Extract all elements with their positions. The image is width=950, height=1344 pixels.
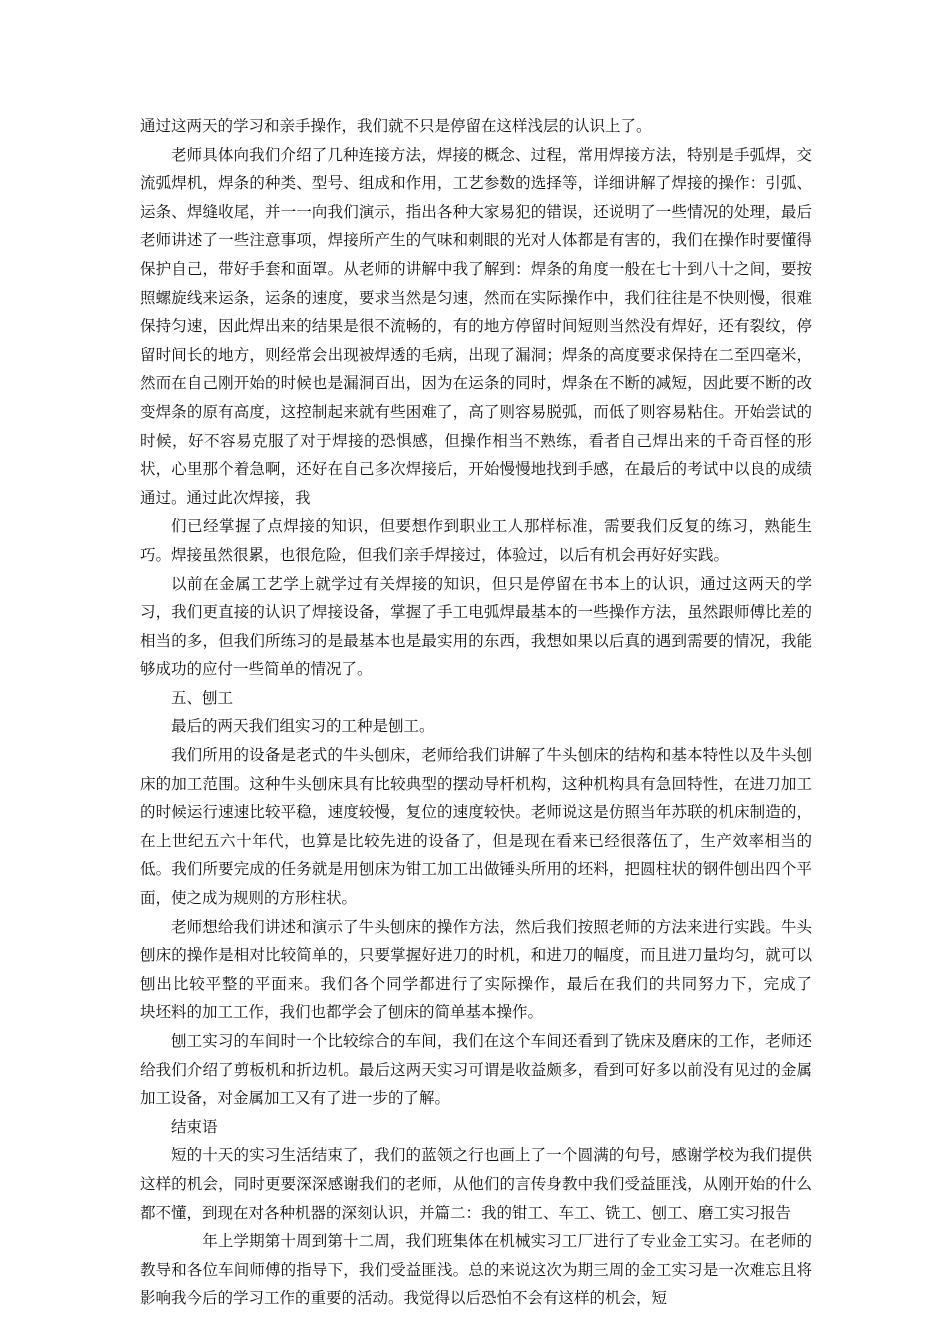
section-heading-planing: 五、刨工 xyxy=(171,688,234,707)
paragraph-10: 年上学期第十周到第十二周，我们班集体在机械实习工厂进行了专业金工实习。在老师的教导和各位车间师傅的指导下，我们受益匪浅。总的来说这次为期三周的金工实习是一次难忘且将影响我今后的学习工作的重要的活动。我觉得以后恐怕不会有这样的机会，短 xyxy=(140,1232,812,1308)
paragraph-4: 以前在金属工艺学上就学过有关焊接的知识，但只是停留在书本上的认识，通过这两天的学习，我们更直接的认识了焊接设备，掌握了手工电弧焊最基本的一些操作方法，虽然跟师傅比差的相当的多，但我们所练习的是最基本也是最实用的东西，我想如果以后真的遇到需要的情况，我能够成功的应付一些简单的情况了。 xyxy=(140,574,812,679)
paragraph-7: 老师想给我们讲述和演示了牛头刨床的操作方法，然后我们按照老师的方法来进行实践。牛头刨床的操作是相对比较简单的，只要掌握好进刀的时机，和进刀的幅度，而且进刀量均匀，就可以刨出比较平整的平面来。我们各个同学都进行了实际操作，最后在我们的共同努力下，完成了 块坯料的加工工作，我们也都学会了刨床的简单基本操作。 xyxy=(140,917,844,1022)
paragraph-1: 通过这两天的学习和亲手操作，我们就不只是停留在这样浅层的认识上了。 xyxy=(140,117,652,135)
paragraph-9: 短的十天的实习生活结束了，我们的蓝领之行也画上了一个圆满的句号，感谢学校为我们提供这样的机会，同时更要深深感谢我们的老师，从他们的言传身教中我们受益匪浅，从刚开始的什么都不懂，到现在对各种机器的深刻认识，并篇二：我的钳工、车工、铣工、刨工、磨工实习报告 xyxy=(140,1146,812,1222)
paragraph-3: 们已经掌握了点焊接的知识，但要想作到职业工人那样标准，需要我们反复的练习，熟能生巧。焊接虽然很累，也很危险，但我们亲手焊接过，体验过，以后有机会再好好实践。 xyxy=(140,517,812,564)
document-body xyxy=(140,112,844,1313)
paragraph-6: 我们所用的设备是老式的牛头刨床，老师给我们讲解了牛头刨床的结构和基本特性以及牛头刨床的加工范围。这种牛头刨床具有比较典型的摆动导杆机构，这种机构具有急回特性，在进刀加工的时候运行速速比较平稳，速度较慢，复位的速度较快。老师说这是仿照当年苏联的机床制造的，在上世纪五六十年代，也算是比较先进的设备了，但是现在看来已经很落伍了，生产效率相当的低。我们所要完成的任务就是用刨床为钳工加工出做锤头所用的坯料，把圆柱状的钢件刨出四个平面，使之成为规则的方形柱状。 xyxy=(140,746,812,908)
paragraph-5: 最后的两天我们组实习的工种是刨工。 xyxy=(171,717,435,736)
paragraph-8: 刨工实习的车间时一个比较综合的车间，我们在这个车间还看到了铣床及磨床的工作，老师还给我们介绍了剪板机和折边机。最后这两天实习可谓是收益颇多，看到可好多以前没有见过的金属加工设备，对金属加工又有了进一步的了解。 xyxy=(140,1032,812,1108)
paragraph-2: 老师具体向我们介绍了几种连接方法，焊接的概念、过程，常用焊接方法，特别是手弧焊，交流弧焊机，焊条的种类、型号、组成和作用，工艺参数的选择等，详细讲解了焊接的操作：引弧、运条、焊缝收尾，并一一向我们演示，指出各种大家易犯的错误，还说明了一些情况的处理，最后老师讲述了一些注意事项，焊接所产生的气味和刺眼的光对人体都是有害的，我们在操作时要懂得保护自己，带好手套和面罩。从老师的讲解中我了解到：焊条的角度一般在七十到八十之间，要按照螺旋线来运条，运条的速度，要求当然是匀速，然而在实际操作中，我们往往是不快则慢，很难保持匀速，因此焊出来的结果是很不流畅的，有的地方停留时间短则当然没有焊好，还有裂纹，停留时间长的地方，则经常会出现被焊透的毛病，出现了漏洞；焊条的高度要求保持在二至四毫米，然而在自己刚开始的时候也是漏洞百出，因为在运条的同时，焊条在不断的减短，因此要不断的改变焊条的原有高度，这控制起来就有些困难了，高了则容易脱弧，而低了则容易粘住。开始尝试的时候，好不容易克服了对于焊接的恐惧感，但操作相当不熟练，看者自己焊出来的千奇百怪的形状，心里那个着急啊，还好在自己多次焊接后，开始慢慢地找到手感，在最后的考试中以良的成绩通过。通过此次焊接，我 xyxy=(140,145,812,507)
section-heading-conclusion: 结束语 xyxy=(171,1117,218,1136)
